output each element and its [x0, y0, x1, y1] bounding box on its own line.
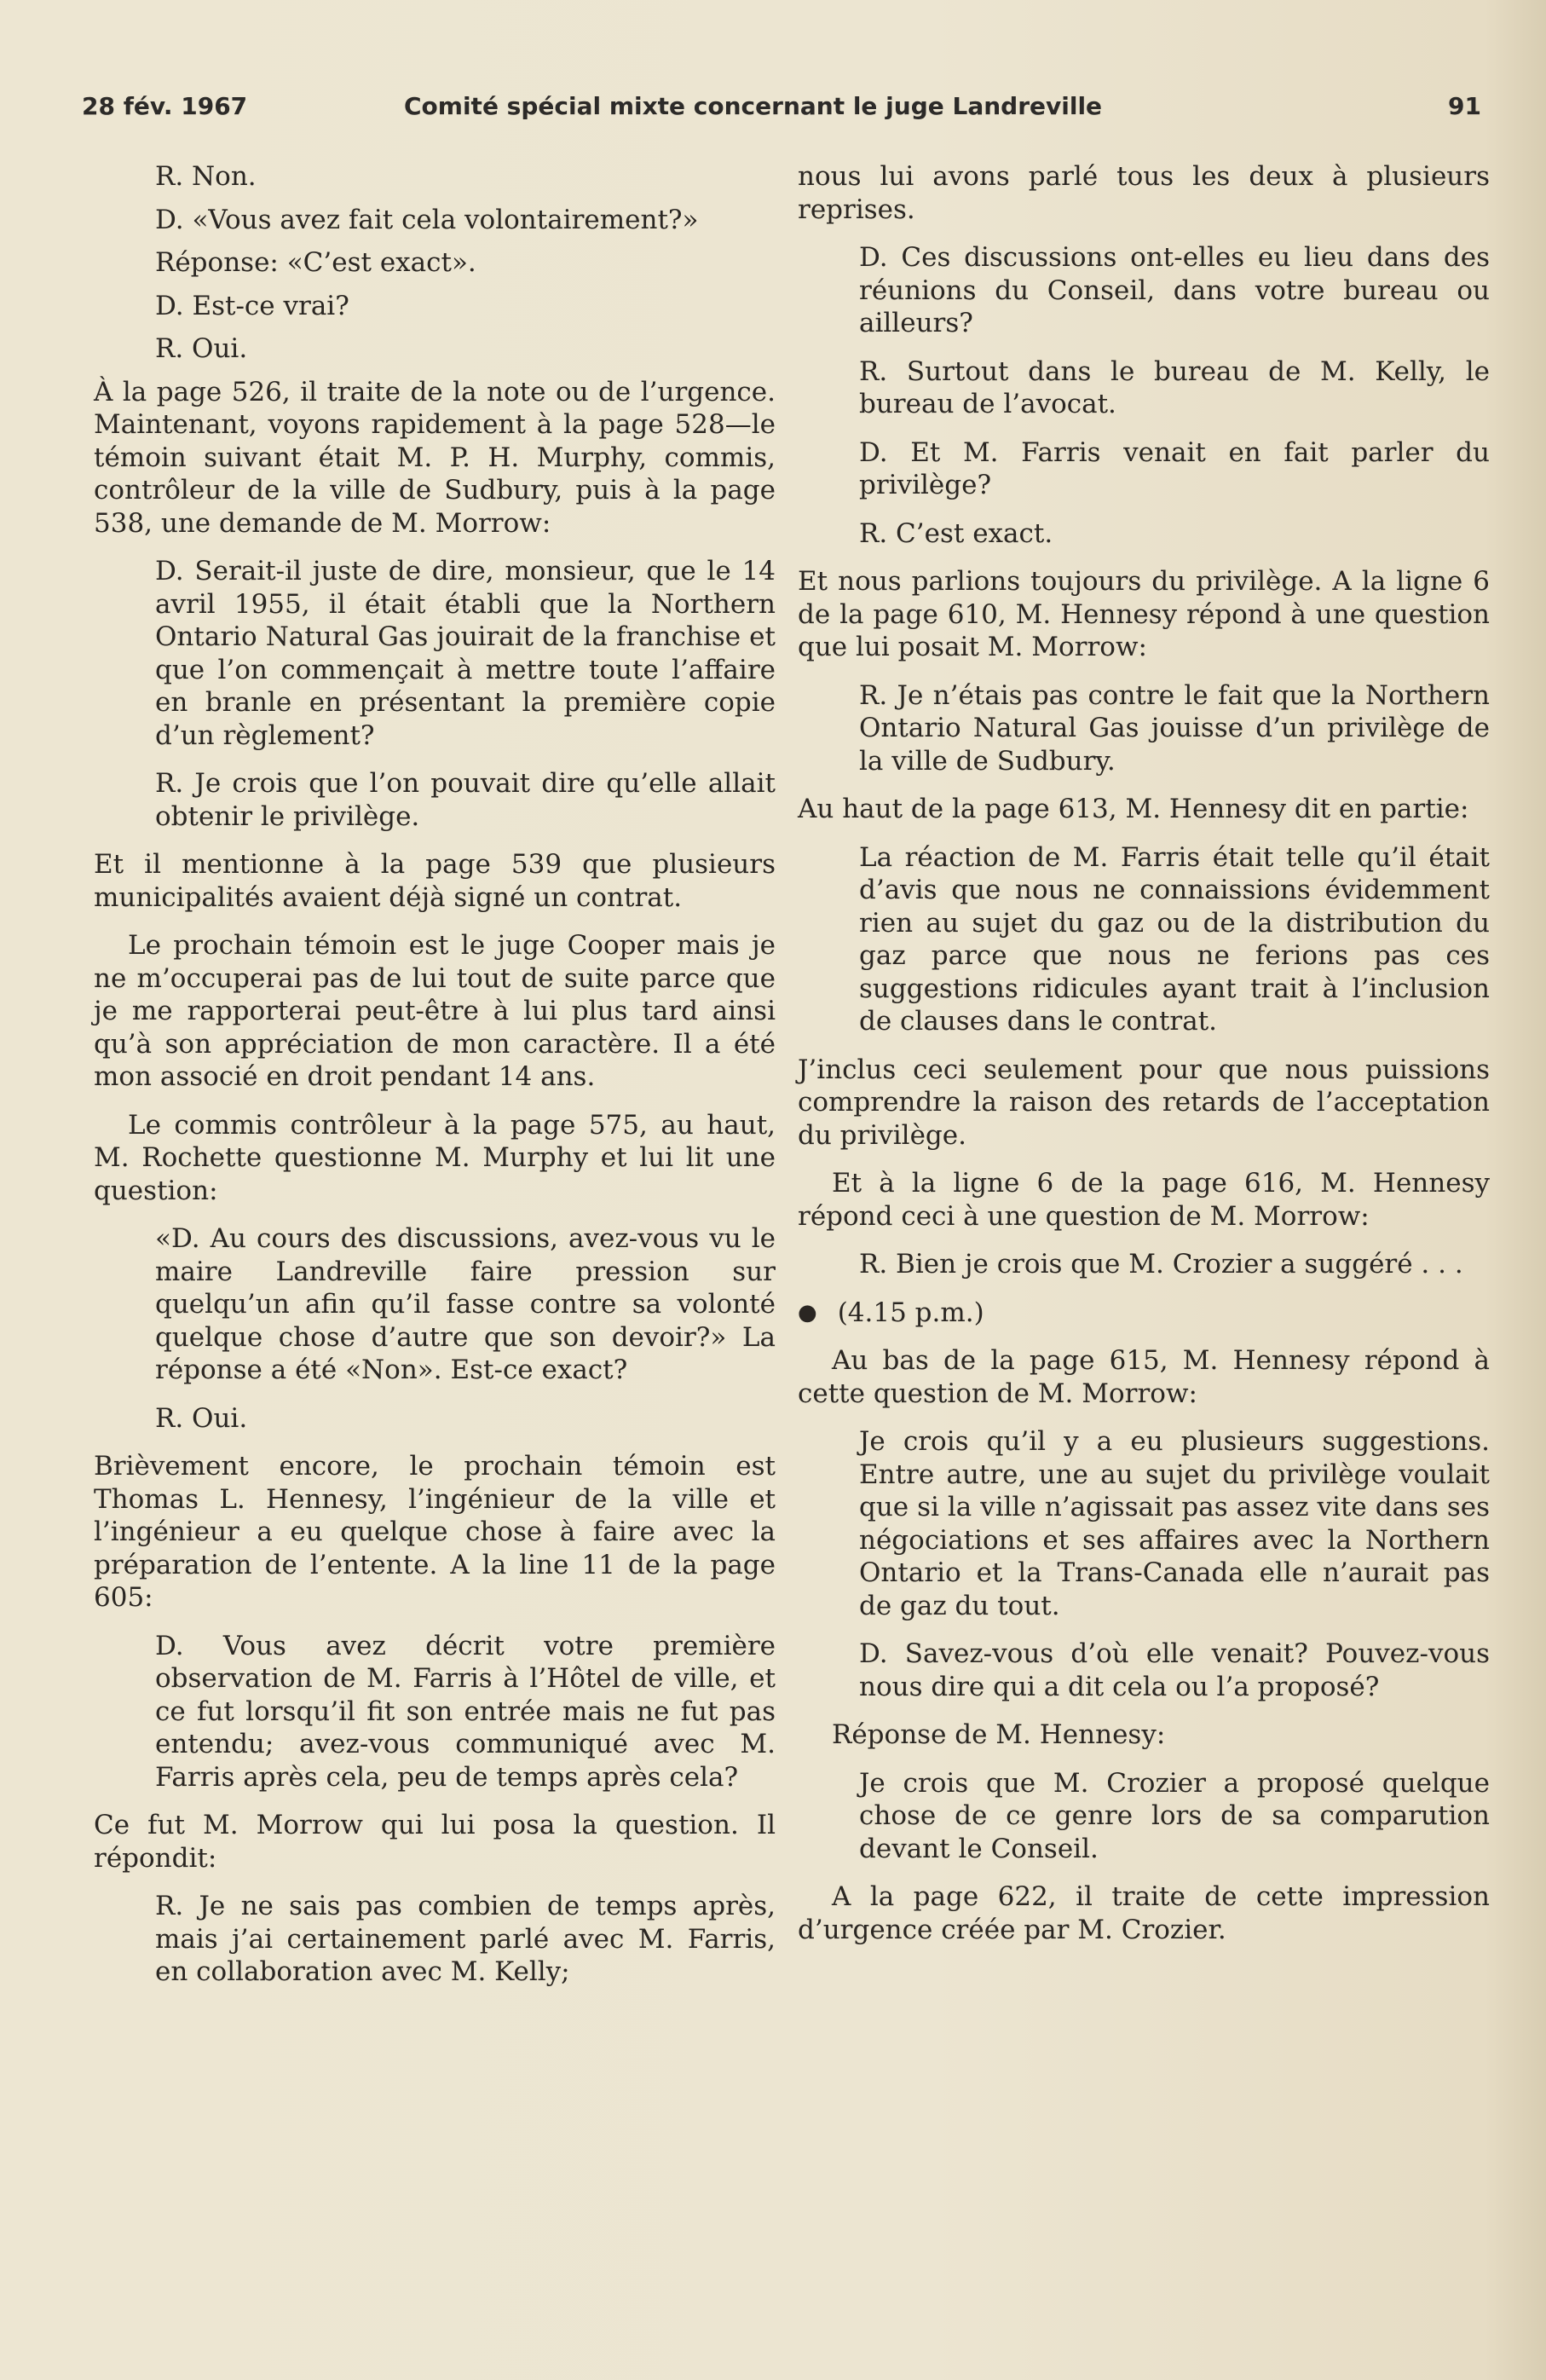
header-date: 28 fév. 1967 — [82, 92, 248, 120]
question-paragraph: D. Et M. Farris venait en fait parler du privilège? — [859, 436, 1490, 500]
body-paragraph: Brièvement encore, le prochain témoin est Thomas L. Hennesy, l’ingénieur de la ville et l’ingénieur a eu quelque chose à faire avec la préparation de l’entente. A la line 11 de la page 605: — [94, 1451, 776, 1613]
answer-paragraph: R. Oui. — [155, 1402, 248, 1434]
quote-paragraph: Je crois qu’il y a eu plusieurs suggestions. Entre autre, une au sujet du privilège voulait que si la ville n’agissait pas assez vite dans ses négociations et ses affaires avec la Northern Ontario et la Trans-Canada elle n’aurait pas de gaz du tout. — [859, 1426, 1490, 1621]
time-marker — [798, 1297, 1490, 1330]
question-paragraph: D. Vous avez décrit votre première observation de M. Farris à l’Hôtel de ville, et ce fut lorsqu’il fit son entrée mais ne fut pas entendu; avez-vous communiqué avec M. Farris après cela, peu de temps après cela? — [155, 1630, 776, 1793]
question-paragraph: D. Serait-il juste de dire, monsieur, que le 14 avril 1955, il était établi que la Northern Ontario Natural Gas jouirait de la franchise et que l’on commençait à mettre toute l’affaire en branle en présentant la première copie d’un règlement? — [155, 556, 776, 751]
answer-paragraph: R. Je n’étais pas contre le fait que la Northern Ontario Natural Gas jouisse d’un privilège de la ville de Sudbury. — [859, 679, 1490, 777]
body-paragraph: Le commis contrôleur à la page 575, au haut, M. Rochette questionne M. Murphy et lui lit une question: — [94, 1109, 776, 1206]
question-paragraph: «D. Au cours des discussions, avez-vous vu le maire Landreville faire pression sur quelqu’un afin qu’il fasse contre sa volonté quelque chose d’autre que son devoir?» La réponse a été «Non». Est-ce exact? — [155, 1223, 776, 1385]
question-paragraph: D. Est-ce vrai? — [155, 290, 349, 321]
body-paragraph: Au bas de la page 615, M. Hennesy répond à cette question de M. Morrow: — [798, 1345, 1490, 1409]
page-number: 91 — [1448, 92, 1481, 120]
quote-paragraph: La réaction de M. Farris était telle qu’il était d’avis que nous ne connaissions évidemment rien au sujet du gaz ou de la distribution du gaz parce que nous ne ferions pas ces suggestions ridicules ayant trait à l’inclusion de clauses dans le contrat. — [859, 841, 1490, 1037]
page-header — [82, 92, 1481, 135]
answer-paragraph: R. Oui. — [155, 333, 248, 364]
answer-paragraph: R. C’est exact. — [859, 517, 1053, 549]
body-paragraph: Réponse de M. Hennesy: — [832, 1719, 1166, 1750]
quote-paragraph: Je crois que M. Crozier a proposé quelque chose de ce genre lors de sa comparution devant le Conseil. — [859, 1767, 1490, 1864]
answer-paragraph: R. Bien je crois que M. Crozier a suggéré . . . — [859, 1249, 1463, 1280]
answer-continuation: nous lui avons parlé tous les deux à plusieurs reprises. — [798, 161, 1490, 225]
answer-paragraph: R. Je crois que l’on pouvait dire qu’elle allait obtenir le privilège. — [155, 768, 776, 832]
question-paragraph: D. Ces discussions ont-elles eu lieu dans des réunions du Conseil, dans votre bureau ou ailleurs? — [859, 242, 1490, 338]
body-paragraph: Et nous parlions toujours du privilège. A la ligne 6 de la page 610, M. Hennesy répond à une question que lui posait M. Morrow: — [798, 566, 1490, 662]
body-paragraph: À la page 526, il traite de la note ou de l’urgence. Maintenant, voyons rapidement à la page 528—le témoin suivant était M. P. H. Murphy, commis, contrôleur de la ville de Sudbury, puis à la page 538, une demande de M. Morrow: — [94, 376, 776, 539]
left-column — [94, 160, 776, 2004]
body-paragraph: J’inclus ceci seulement pour que nous puissions comprendre la raison des retards de l’acceptation du privilège. — [798, 1054, 1490, 1151]
body-paragraph: Et à la ligne 6 de la page 616, M. Hennesy répond ceci à une question de M. Morrow: — [798, 1168, 1490, 1232]
bullet-icon: ● — [798, 1299, 817, 1326]
body-paragraph: Ce fut M. Morrow qui lui posa la question. Il répondit: — [94, 1810, 776, 1874]
body-paragraph: Le prochain témoin est le juge Cooper mais je ne m’occuperai pas de lui tout de suite parce que je me rapporterai peut-être à lui plus tard ainsi qu’à son appréciation de mon caractère. Il a été mon associé en droit pendant 14 ans. — [94, 930, 776, 1092]
time-marker-text: (4.15 p.m.) — [837, 1297, 984, 1328]
body-paragraph: Au haut de la page 613, M. Hennesy dit en partie: — [798, 794, 1469, 824]
answer-paragraph: R. Non. — [155, 161, 257, 192]
answer-paragraph: Réponse: «C’est exact». — [155, 247, 476, 278]
right-column — [798, 160, 1490, 1961]
question-paragraph: D. «Vous avez fait cela volontairement?» — [155, 204, 699, 235]
answer-paragraph: R. Surtout dans le bureau de M. Kelly, le bureau de l’avocat. — [859, 355, 1490, 419]
body-paragraph: A la page 622, il traite de cette impression d’urgence créée par M. Crozier. — [798, 1881, 1490, 1945]
answer-paragraph: R. Je ne sais pas combien de temps après, mais j’ai certainement parlé avec M. Farris, en collaboration avec M. Kelly; — [155, 1891, 776, 1987]
question-paragraph: D. Savez-vous d’où elle venait? Pouvez-vous nous dire qui a dit cela ou l’a proposé? — [859, 1638, 1490, 1702]
header-title: Comité spécial mixte concernant le juge Landreville — [404, 92, 1103, 120]
body-paragraph: Et il mentionne à la page 539 que plusieurs municipalités avaient déjà signé un contrat. — [94, 849, 776, 913]
